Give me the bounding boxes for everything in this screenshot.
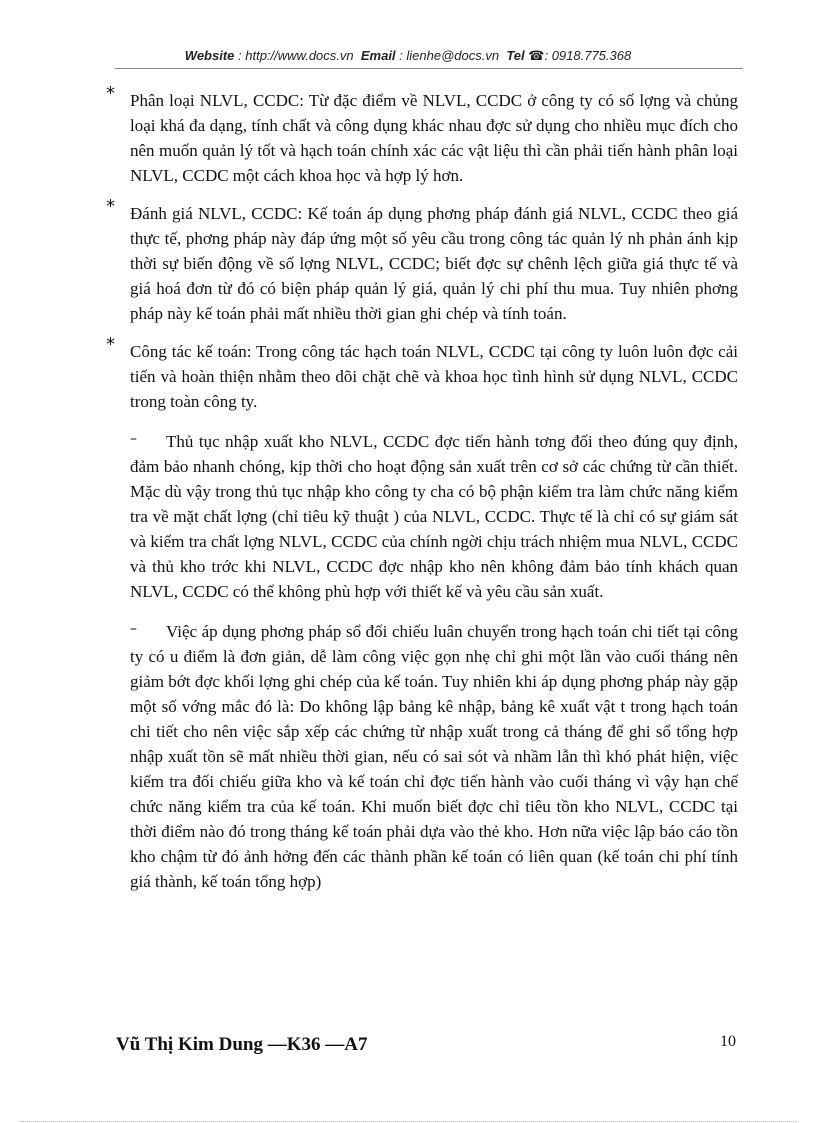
paragraph-procedures (130, 427, 738, 604)
dash-bullet-icon: – (130, 621, 137, 637)
paragraph-accounting-work (106, 334, 738, 414)
footer-author: Vũ Thị Kim Dung —K36 —A7 (116, 1034, 368, 1055)
page-bottom-border (20, 1121, 796, 1122)
paragraph-text: Việc áp dụng phơng pháp sổ đối chiếu luân chuyển trong hạch toán chi tiết tại công ty có u điểm là đơn giản, dễ làm công việc gọn nhẹ chỉ ghi một lần vào cuối tháng nên giảm bớt đợc khối lợng ghi chép của kế toán. Tuy nhiên khi áp dụng phơng pháp này gặp một số vớng mắc đó là: Do không lập bảng kê nhập, bảng kê xuất vật t trong hạch toán chi tiết cho nên việc sắp xếp các chứng từ nhập xuất trong cả tháng để ghi sổ tổng hợp nhập xuất tồn sẽ mất nhiều thời gian, nếu có sai sót và nhầm lẫn thì khó phát hiện, việc kiểm tra đối chiếu giữa kho và kế toán chỉ đợc tiến hành vào cuối tháng vì vậy hạn chế chức năng kiểm tra của kế toán. Khi muốn biết đợc chỉ tiêu tồn kho NLVL, CCDC tại thời điểm nào đó trong tháng kế toán phải dựa vào thẻ kho. Hơn nữa việc lập báo cáo tồn kho chậm từ đó ảnh hởng đến các thành phần kế toán có liên quan (kế toán chi phí tính giá thành, kế toán tổng hợp) (130, 622, 738, 891)
page-number: 10 (720, 1033, 736, 1050)
email-value: : lienhe@docs.vn (399, 48, 500, 63)
page-header (0, 48, 816, 64)
website-value: : http://www.docs.vn (238, 48, 354, 63)
asterisk-bullet-icon: * (106, 196, 115, 217)
tel-value: : 0918.775.368 (544, 48, 632, 63)
paragraph-text: Phân loại NLVL, CCDC: Từ đặc điểm về NLVL, CCDC ở công ty có số lợng và chủng loại khá đa dạng, tính chất và công dụng khác nhau đợc sử dụng cho nhiều mục đích cho nên muốn quản lý tốt và hạch toán chính xác các vật liệu thì cần phải tiến hành phân loại NLVL, CCDC một cách khoa học và hợp lý hơn. (130, 91, 738, 185)
paragraph-text: Công tác kế toán: Trong công tác hạch toán NLVL, CCDC tại công ty luôn luôn đợc cải tiến và hoàn thiện nhằm theo dõi chặt chẽ và khoa học tình hình sử dụng NLVL, CCDC trong toàn công ty. (130, 342, 738, 411)
header-divider (115, 68, 743, 69)
tel-label: Tel (506, 48, 525, 63)
asterisk-bullet-icon: * (106, 334, 115, 355)
website-label: Website (184, 48, 235, 63)
asterisk-bullet-icon: * (106, 83, 115, 104)
paragraph-reconciliation-method (130, 617, 738, 894)
phone-icon: ☎ (528, 48, 545, 63)
dash-bullet-icon: – (130, 431, 137, 447)
paragraph-valuation (106, 196, 738, 326)
paragraph-classification (106, 83, 738, 188)
paragraph-text: Đánh giá NLVL, CCDC: Kế toán áp dụng phơng pháp đánh giá NLVL, CCDC theo giá thực tế, phơng pháp này đáp ứng một số yêu cầu trong công tác quản lý nh phản ánh kịp thời sự biến động về số lợng NLVL, CCDC; biết đợc sự chênh lệch giữa giá thực tế và giá hoá đơn từ đó có biện pháp quản lý giá, quản lý chi phí thu mua. Tuy nhiên phơng pháp này kế toán phải mất nhiều thời gian ghi chép và tính toán. (130, 204, 738, 323)
paragraph-text: Thủ tục nhập xuất kho NLVL, CCDC đợc tiến hành tơng đối theo đúng quy định, đảm bảo nhanh chóng, kịp thời cho hoạt động sản xuất trên cơ sở các chứng từ cần thiết. Mặc dù vậy trong thủ tục nhập kho công ty cha có bộ phận kiểm tra làm chức năng kiểm tra về mặt chất lợng (chỉ tiêu kỹ thuật ) của NLVL, CCDC. Thực tế là chỉ có sự giám sát và kiểm tra chất lợng NLVL, CCDC của chính ngời chịu trách nhiệm mua NLVL, CCDC và thủ kho trớc khi NLVL, CCDC đợc nhập kho nên không đảm bảo tính khách quan NLVL, CCDC có thể không phù hợp với thiết kế và yêu cầu sản xuất. (130, 432, 738, 601)
email-label: Email (360, 48, 396, 63)
document-body (106, 83, 738, 907)
